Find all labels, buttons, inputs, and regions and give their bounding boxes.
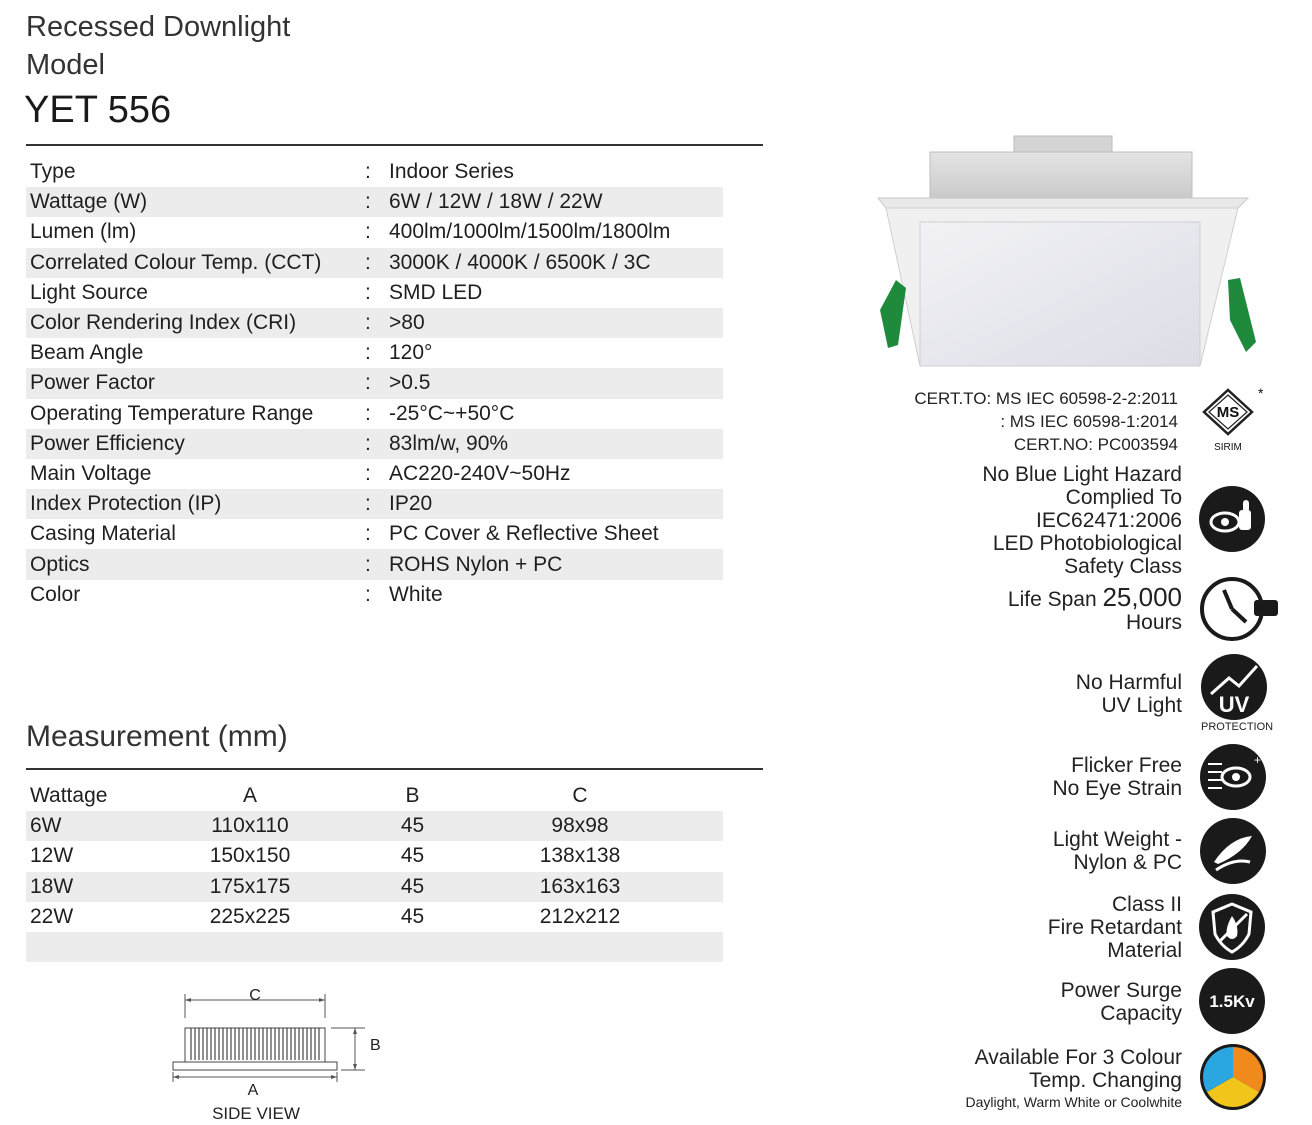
feature-fire bbox=[1048, 893, 1182, 962]
spring-clip-right bbox=[1228, 278, 1256, 352]
measurement-cell: 45 bbox=[400, 844, 425, 868]
spec-value: ROHS Nylon + PC bbox=[389, 552, 563, 576]
spec-row bbox=[26, 157, 723, 187]
spec-value: 6W / 12W / 18W / 22W bbox=[389, 190, 603, 214]
feature-uv bbox=[1076, 671, 1182, 717]
model-label: Model bbox=[26, 49, 105, 81]
fire-line: Material bbox=[1107, 939, 1182, 962]
spec-separator: : bbox=[365, 190, 371, 214]
lifespan-unit: Hours bbox=[1125, 611, 1182, 634]
flicker-line: No Eye Strain bbox=[1052, 777, 1182, 800]
spec-row bbox=[26, 399, 723, 429]
spec-label: Operating Temperature Range bbox=[30, 401, 314, 425]
measurement-cell: 175x175 bbox=[209, 874, 291, 898]
spec-separator: : bbox=[365, 492, 371, 516]
measurement-cell: 98x98 bbox=[551, 814, 609, 838]
spec-row bbox=[26, 338, 723, 368]
feature-surge bbox=[1061, 979, 1182, 1025]
measurement-cell: 45 bbox=[400, 874, 425, 898]
uv-badge-text: UV bbox=[1218, 692, 1250, 717]
spec-value: Indoor Series bbox=[389, 160, 514, 184]
feature-weight bbox=[1053, 828, 1182, 874]
bluelight-line: Complied To bbox=[1065, 486, 1182, 509]
colour-temp-icon bbox=[1199, 1043, 1267, 1111]
feature-lifespan bbox=[1007, 582, 1182, 634]
spec-value: PC Cover & Reflective Sheet bbox=[389, 522, 659, 546]
side-view-diagram bbox=[165, 982, 395, 1122]
spring-clip-left bbox=[880, 280, 906, 348]
model-number: YET 556 bbox=[24, 89, 172, 131]
spec-separator: : bbox=[365, 522, 371, 546]
measurement-cell: 45 bbox=[400, 904, 425, 928]
spec-value: 120° bbox=[389, 341, 433, 365]
bluelight-line: LED Photobiological bbox=[992, 532, 1182, 555]
uv-protection-label: PROTECTION bbox=[1201, 721, 1274, 733]
spec-label: Type bbox=[30, 160, 76, 184]
feather-icon bbox=[1200, 818, 1266, 884]
feature-colour bbox=[975, 1046, 1182, 1092]
feature-blue-light bbox=[982, 463, 1182, 578]
spec-row bbox=[26, 217, 723, 247]
colour-options: Daylight, Warm White or Coolwhite bbox=[965, 1094, 1182, 1110]
power-surge-badge bbox=[1199, 968, 1265, 1034]
colour-line: Temp. Changing bbox=[1029, 1069, 1182, 1092]
spec-value: 400lm/1000lm/1500lm/1800lm bbox=[389, 220, 671, 244]
spec-row bbox=[26, 519, 723, 549]
spec-value: 3000K / 4000K / 6500K / 3C bbox=[389, 250, 651, 274]
spec-separator: : bbox=[365, 341, 371, 365]
measurement-empty-row bbox=[26, 932, 723, 962]
spec-separator: : bbox=[365, 160, 371, 184]
measurement-cell: 18W bbox=[30, 874, 74, 898]
cert-line-2: : MS IEC 60598-1:2014 bbox=[1000, 412, 1178, 431]
cert-info bbox=[914, 387, 1178, 456]
measurement-row bbox=[26, 841, 723, 871]
fire-retardant-shield-icon bbox=[1199, 894, 1265, 960]
spec-value: AC220-240V~50Hz bbox=[389, 461, 571, 485]
spec-separator: : bbox=[365, 280, 371, 304]
flicker-free-eye-icon bbox=[1200, 744, 1266, 810]
spec-label: Power Factor bbox=[30, 371, 155, 395]
flicker-line: Flicker Free bbox=[1071, 754, 1182, 777]
spec-separator: : bbox=[365, 311, 371, 335]
eye-thumbs-up-icon bbox=[1199, 486, 1265, 552]
spec-value: -25°C~+50°C bbox=[389, 401, 515, 425]
feature-flicker bbox=[1052, 754, 1182, 800]
weight-line: Nylon & PC bbox=[1073, 851, 1182, 874]
spec-row bbox=[26, 248, 723, 278]
spec-label: Lumen (lm) bbox=[30, 220, 137, 244]
spec-row bbox=[26, 489, 723, 519]
measurement-header-cell: C bbox=[572, 784, 588, 808]
uv-protection-icon bbox=[1201, 654, 1267, 720]
spec-value: 83lm/w, 90% bbox=[389, 431, 509, 455]
spec-value: SMD LED bbox=[389, 280, 483, 304]
svg-text:+: + bbox=[1254, 753, 1262, 767]
spec-label: Wattage (W) bbox=[30, 190, 148, 214]
spec-label: Color bbox=[30, 582, 81, 606]
measurement-header-cell: A bbox=[242, 784, 257, 808]
uv-line: UV Light bbox=[1101, 694, 1182, 717]
spec-row bbox=[26, 278, 723, 308]
measurement-cell: 225x225 bbox=[209, 904, 291, 928]
measurement-header-cell: Wattage bbox=[30, 784, 108, 808]
spec-row bbox=[26, 549, 723, 579]
fire-line: Fire Retardant bbox=[1047, 916, 1182, 939]
spec-label: Color Rendering Index (CRI) bbox=[30, 311, 297, 335]
surge-line: Capacity bbox=[1100, 1002, 1182, 1025]
spec-label: Light Source bbox=[30, 280, 148, 304]
measurement-cell: 6W bbox=[30, 814, 62, 838]
surge-line: Power Surge bbox=[1060, 979, 1182, 1002]
spec-separator: : bbox=[365, 250, 371, 274]
measurement-cell: 22W bbox=[30, 904, 74, 928]
measurement-cell: 12W bbox=[30, 844, 74, 868]
spec-label: Beam Angle bbox=[30, 341, 144, 365]
ms-badge-text: MS bbox=[1216, 404, 1240, 421]
fire-line: Class II bbox=[1111, 893, 1182, 916]
spec-label: Index Protection (IP) bbox=[30, 492, 222, 516]
measurement-table bbox=[26, 781, 723, 962]
measurement-cell: 110x110 bbox=[211, 814, 289, 838]
side-view-caption: SIDE VIEW bbox=[212, 1104, 300, 1122]
measurement-header-cell: B bbox=[405, 784, 420, 808]
weight-line: Light Weight - bbox=[1052, 828, 1182, 851]
header-divider bbox=[26, 144, 763, 146]
spec-label: Main Voltage bbox=[30, 461, 152, 485]
spec-label: Correlated Colour Temp. (CCT) bbox=[30, 250, 322, 274]
spec-separator: : bbox=[365, 371, 371, 395]
spec-value: >80 bbox=[389, 311, 425, 335]
measurement-cell: 163x163 bbox=[539, 874, 621, 898]
measurement-header-row bbox=[26, 781, 723, 811]
measurement-row bbox=[26, 811, 723, 841]
lifespan-number: 25,000 bbox=[1102, 582, 1182, 612]
side-view-label-c: C bbox=[249, 987, 261, 1004]
spec-value: IP20 bbox=[389, 492, 433, 516]
clock-icon bbox=[1198, 574, 1280, 644]
measurement-row bbox=[26, 902, 723, 932]
spec-row bbox=[26, 459, 723, 489]
bluelight-line: IEC62471:2006 bbox=[1036, 509, 1182, 532]
spec-row bbox=[26, 187, 723, 217]
surge-badge-text: 1.5Kv bbox=[1209, 992, 1255, 1011]
spec-row bbox=[26, 308, 723, 338]
measurement-title: Measurement (mm) bbox=[26, 720, 288, 753]
cert-line-3: CERT.NO: PC003594 bbox=[1013, 435, 1178, 454]
bluelight-line: No Blue Light Hazard bbox=[982, 463, 1182, 486]
product-category: Recessed Downlight bbox=[26, 11, 291, 43]
measurement-row bbox=[26, 872, 723, 902]
ms-badge-sub: SIRIM bbox=[1214, 442, 1242, 453]
ms-sirim-badge bbox=[1196, 384, 1266, 454]
measurement-cell: 138x138 bbox=[539, 844, 621, 868]
spec-table bbox=[26, 157, 723, 610]
measurement-cell: 45 bbox=[400, 814, 425, 838]
bluelight-line: Safety Class bbox=[1064, 555, 1182, 578]
spec-separator: : bbox=[365, 582, 371, 606]
side-view-label-a: A bbox=[247, 1082, 259, 1099]
spec-value: >0.5 bbox=[389, 371, 431, 395]
spec-separator: : bbox=[365, 431, 371, 455]
product-image bbox=[868, 130, 1258, 375]
cert-line-1: CERT.TO: MS IEC 60598-2-2:2011 bbox=[914, 389, 1178, 408]
spec-separator: : bbox=[365, 401, 371, 425]
spec-separator: : bbox=[365, 461, 371, 485]
measurement-cell: 212x212 bbox=[539, 904, 621, 928]
side-view-label-b: B bbox=[370, 1037, 381, 1054]
lifespan-prefix: Life Span bbox=[1007, 588, 1103, 611]
spec-separator: : bbox=[365, 552, 371, 576]
spec-label: Optics bbox=[30, 552, 90, 576]
measurement-cell: 150x150 bbox=[209, 844, 291, 868]
spec-separator: : bbox=[365, 220, 371, 244]
uv-line: No Harmful bbox=[1075, 671, 1182, 694]
spec-row bbox=[26, 580, 723, 610]
spec-row bbox=[26, 368, 723, 398]
ms-badge-star: * bbox=[1258, 385, 1264, 401]
spec-value: White bbox=[389, 582, 443, 606]
measurement-divider bbox=[26, 768, 763, 770]
spec-label: Power Efficiency bbox=[30, 431, 185, 455]
colour-line: Available For 3 Colour bbox=[974, 1046, 1182, 1069]
spec-label: Casing Material bbox=[30, 522, 176, 546]
spec-row bbox=[26, 429, 723, 459]
